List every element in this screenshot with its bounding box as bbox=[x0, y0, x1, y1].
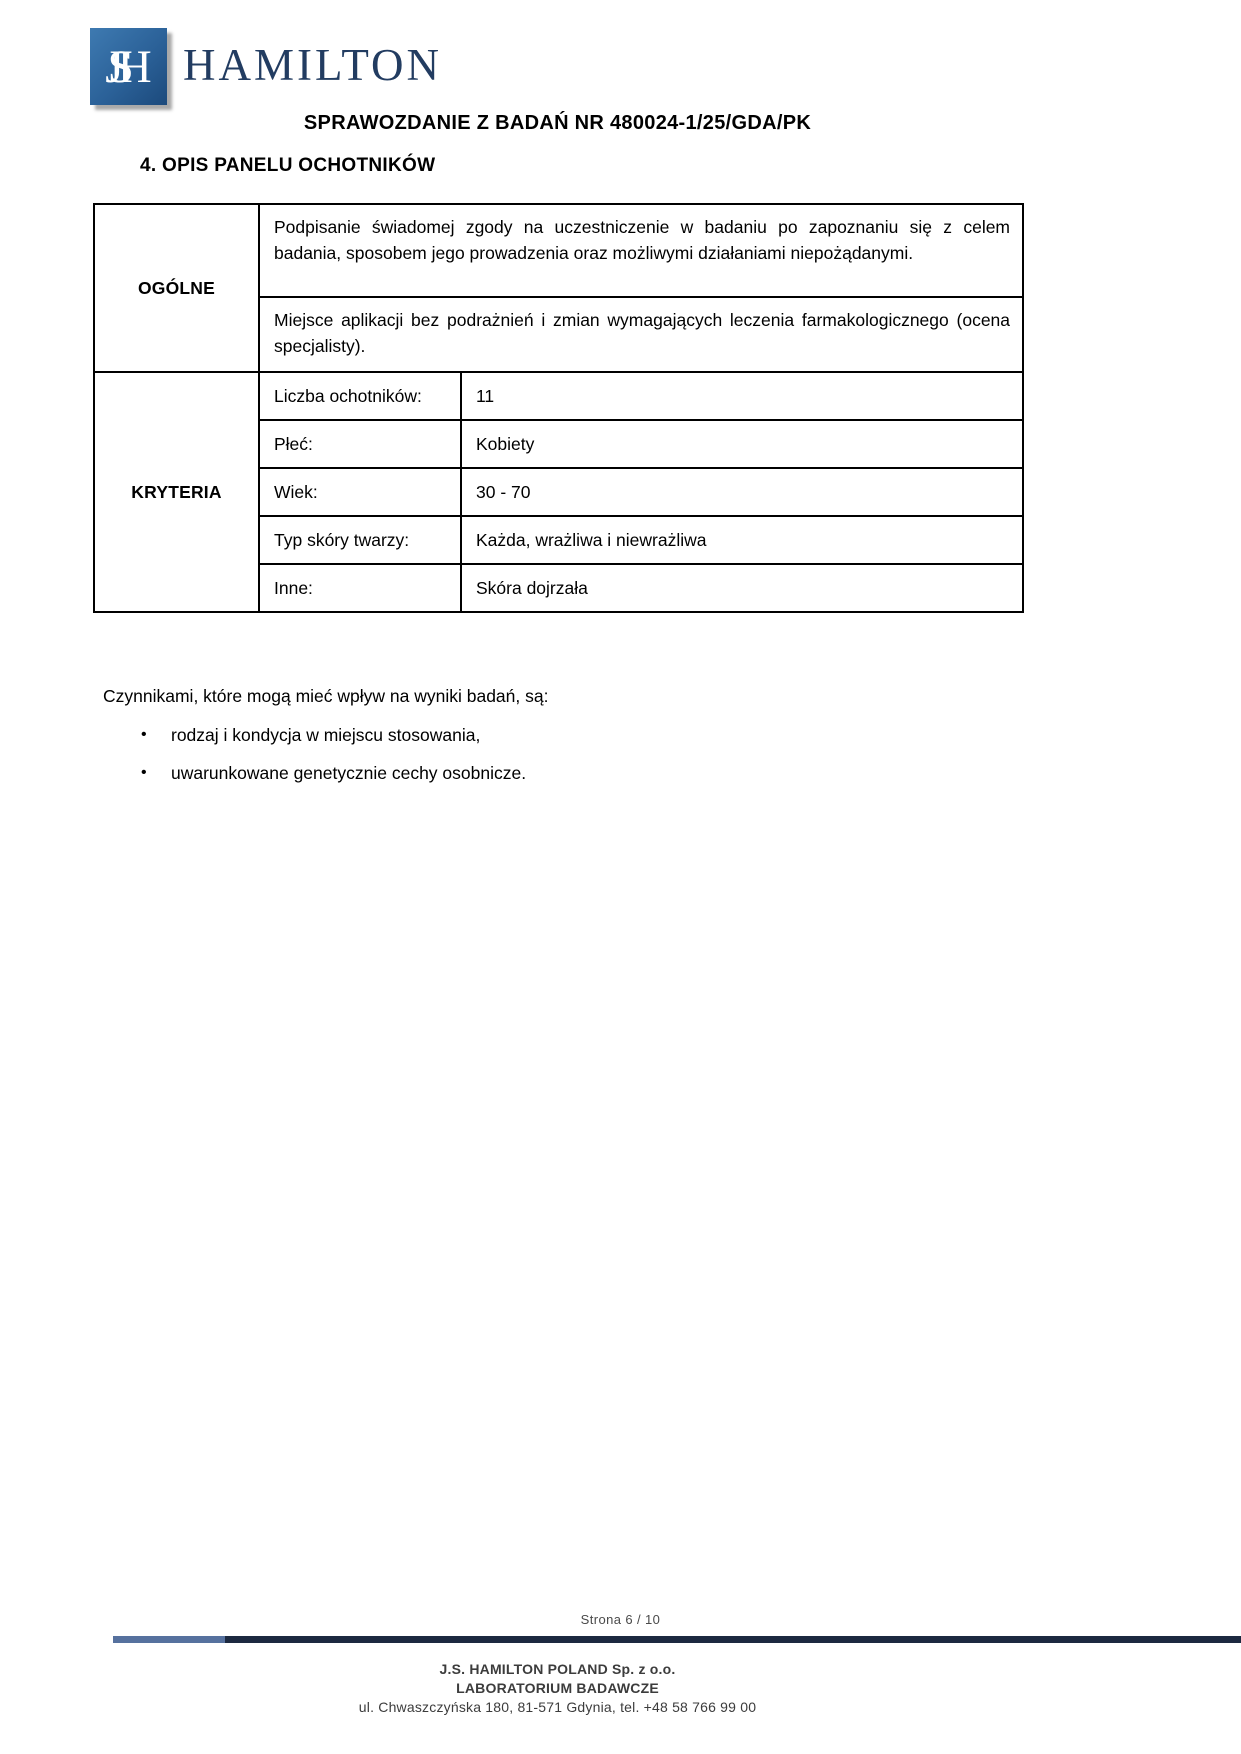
criterion-value-age: 30 - 70 bbox=[461, 468, 1023, 516]
bullet-icon: • bbox=[141, 726, 147, 743]
footer-address: ul. Chwaszczyńska 180, 81-571 Gdynia, tel. +48 58 766 99 00 bbox=[358, 1699, 757, 1715]
table-row bbox=[94, 372, 1023, 420]
report-title: SPRAWOZDANIE Z BADAŃ NR 480024-1/25/GDA/PK bbox=[303, 112, 812, 134]
footer-company: J.S. HAMILTON POLAND Sp. z o.o. bbox=[439, 1661, 676, 1677]
kryteria-label-cell: KRYTERIA bbox=[94, 372, 259, 612]
criterion-label-age: Wiek: bbox=[259, 468, 461, 516]
criterion-value-other: Skóra dojrzała bbox=[461, 564, 1023, 612]
bullet-text: uwarunkowane genetycznie cechy osobnicze. bbox=[171, 763, 527, 783]
criterion-value-volunteers: 11 bbox=[461, 372, 1023, 420]
page-number: Strona 6 / 10 bbox=[580, 1612, 661, 1627]
ogolne-application-site-cell: Miejsce aplikacji bez podrażnień i zmian wymagających leczenia farmakologicznego (ocena specjalisty). bbox=[259, 297, 1023, 372]
footer-lab: LABORATORIUM BADAWCZE bbox=[456, 1680, 659, 1696]
ogolne-consent-cell: Podpisanie świadomej zgody na uczestniczenie w badaniu po zapoznaniu się z celem badania, sposobem jego prowadzenia oraz możliwymi działaniami niepożądanymi. bbox=[259, 204, 1023, 297]
section-heading: 4. OPIS PANELU OCHOTNIKÓW bbox=[140, 155, 436, 176]
criterion-value-skin-type: Każda, wrażliwa i niewrażliwa bbox=[461, 516, 1023, 564]
jsh-logo-icon bbox=[90, 28, 167, 105]
volunteer-panel-table bbox=[93, 203, 1024, 613]
criterion-label-skin-type: Typ skóry twarzy: bbox=[259, 516, 461, 564]
criterion-value-sex: Kobiety bbox=[461, 420, 1023, 468]
brand-name: HAMILTON bbox=[183, 40, 443, 90]
footer-bar-light-segment bbox=[113, 1636, 225, 1643]
bullet-icon: • bbox=[141, 764, 147, 781]
list-item bbox=[103, 761, 1003, 785]
ogolne-label-cell: OGÓLNE bbox=[94, 204, 259, 372]
logo-monogram: JSH bbox=[105, 41, 136, 93]
bullet-text: rodzaj i kondycja w miejscu stosowania, bbox=[171, 725, 481, 745]
criterion-label-sex: Płeć: bbox=[259, 420, 461, 468]
footer-divider-bar bbox=[113, 1636, 1241, 1643]
footer-bar-dark-segment bbox=[225, 1636, 1241, 1643]
list-item bbox=[103, 723, 1003, 747]
factors-section bbox=[103, 684, 1003, 799]
criterion-label-other: Inne: bbox=[259, 564, 461, 612]
criterion-label-volunteers: Liczba ochotników: bbox=[259, 372, 461, 420]
footer bbox=[93, 1660, 1022, 1717]
factors-intro: Czynnikami, które mogą mieć wpływ na wyniki badań, są: bbox=[103, 686, 549, 706]
table-row bbox=[94, 204, 1023, 297]
